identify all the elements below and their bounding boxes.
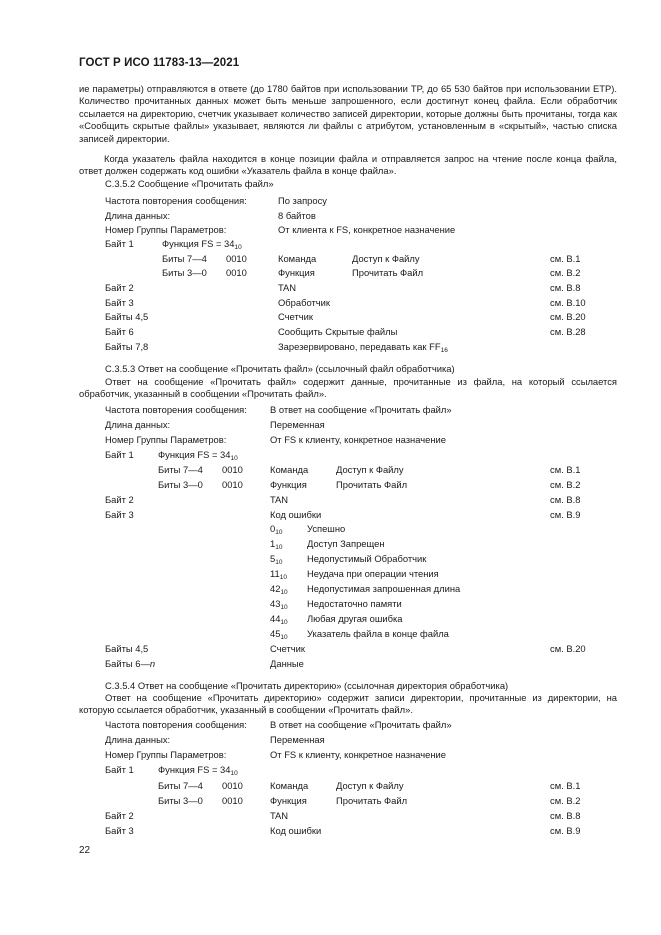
byte-value: Обработчик: [278, 297, 330, 308]
bits-label: Биты 7—4: [158, 780, 203, 791]
fs-function: Функция FS = $34_{10}$: [162, 238, 242, 251]
field-value: Прочитать Файл: [352, 267, 424, 278]
bits-value: 0010: [226, 253, 247, 264]
field-value: Прочитать Файл: [336, 479, 408, 490]
error-code: $44_{10}$: [270, 613, 288, 626]
reference: см. B.8: [550, 810, 581, 821]
error-code: $42_{10}$: [270, 583, 288, 596]
field-name: Команда: [278, 253, 317, 264]
byte-value: Счетчик: [278, 311, 313, 322]
reference: см. B.1: [550, 464, 581, 475]
error-description: Любая другая ошибка: [307, 613, 403, 624]
byte-label: Байт 2: [105, 494, 134, 505]
bits-value: 0010: [226, 267, 247, 278]
reference: см. B.9: [550, 509, 581, 520]
len-value: 8 байтов: [278, 210, 316, 221]
pg-label: Номер Группы Параметров:: [105, 224, 227, 235]
fs-function: Функция FS = $34_{10}$: [158, 449, 238, 462]
bits-label: Биты 3—0: [162, 267, 207, 278]
byte-value: Счетчик: [270, 643, 305, 654]
field-value: Доступ к Файлу: [336, 464, 404, 475]
byte-value: Зарезервировано, передавать как $FF_{16}$: [278, 341, 448, 354]
len-value: Переменная: [270, 734, 325, 745]
rep-label: Частота повторения сообщения:: [105, 719, 247, 730]
error-description: Доступ Запрещен: [307, 538, 385, 549]
field-name: Функция: [278, 267, 315, 278]
field-name: Функция: [270, 795, 307, 806]
section-paragraph: Ответ на сообщение «Прочитать файл» содержит данные, прочитанные из файла, на который ссылается обработчик, указанный в сообщении «Прочитать файл».: [79, 376, 617, 400]
reference: см. B.2: [550, 479, 581, 490]
bits-label: Биты 3—0: [158, 479, 203, 490]
bits-value: 0010: [222, 479, 243, 490]
rep-value: В ответ на сообщение «Прочитать файл»: [270, 404, 452, 415]
rep-value: В ответ на сообщение «Прочитать файл»: [270, 719, 452, 730]
field-name: Функция: [270, 479, 307, 490]
section-heading-353: С.3.5.3 Ответ на сообщение «Прочитать файл» (ссылочный файл обработчика): [105, 363, 455, 374]
section-heading-352: С.3.5.2 Сообщение «Прочитать файл»: [105, 178, 274, 189]
reference: см. B.1: [550, 780, 581, 791]
len-value: Переменная: [270, 419, 325, 430]
reference: см. B.20: [550, 311, 586, 322]
field-value: Доступ к Файлу: [336, 780, 404, 791]
section-paragraph: Ответ на сообщение «Прочитать директорию» содержит записи директории, прочитанные из директории, на которую ссылается обработчик, указанный в сообщении «Прочитать файл».: [79, 692, 617, 716]
error-description: Неудача при операции чтения: [307, 568, 439, 579]
byte-label: Байты 4,5: [105, 643, 149, 654]
section-heading-354: С.3.5.4 Ответ на сообщение «Прочитать директорию» (ссылочная директория обработчика): [105, 680, 509, 691]
bits-value: 0010: [222, 795, 243, 806]
intro-paragraph-2: Когда указатель файла находится в конце позиции файла и отправляется запрос на чтение после конца файла, ответ должен содержать код ошибки «Указатель файла в конце файла».: [79, 153, 617, 177]
error-code: $0_{10}$: [270, 523, 283, 536]
reference: см. B.20: [550, 643, 586, 654]
field-value: Доступ к Файлу: [352, 253, 420, 264]
error-code: $5_{10}$: [270, 553, 283, 566]
error-code: $1_{10}$: [270, 538, 283, 551]
intro-paragraph: ие параметры) отправляются в ответе (до 1780 байтов при использовании TP, до 65 530 байтов при использовании ETP). Количество прочитанных данных может быть меньше запрошенного, если достигнут конец файла. Если обработчик ссылается на директорию, счетчик указывает количество записей директории, которые должны быть прочитаны, тогда как «Сообщить скрытые файлы» указывает, являются ли файлы с атрибутом, установленным в «скрытый», частью списка записей директории.: [79, 83, 617, 144]
rep-label: Частота повторения сообщения:: [105, 404, 247, 415]
bits-value: 0010: [222, 464, 243, 475]
byte-value: TAN: [270, 494, 289, 505]
fs-function: Функция FS = $34_{10}$: [158, 764, 238, 777]
reference: см. B.10: [550, 297, 586, 308]
field-name: Команда: [270, 780, 309, 791]
bits-value: 0010: [222, 780, 243, 791]
error-description: Недостаточно памяти: [307, 598, 402, 609]
error-description: Успешно: [307, 523, 346, 534]
pg-value: От FS к клиенту, конкретное назначение: [270, 434, 446, 445]
byte-value: Код ошибки: [270, 825, 322, 836]
error-description: Недопустимая запрошенная длина: [307, 583, 461, 594]
document-header: ГОСТ Р ИСО 11783-13—2021: [79, 57, 240, 69]
reference: см. B.1: [550, 253, 581, 264]
field-value: Прочитать Файл: [336, 795, 408, 806]
pg-value: От клиента к FS, конкретное назначение: [278, 224, 456, 235]
byte-label: Байт 1: [105, 764, 134, 775]
byte-value: Данные: [270, 658, 304, 669]
byte-label: Байт 1: [105, 449, 134, 460]
byte-label: Байт 3: [105, 825, 134, 836]
bits-label: Биты 7—4: [162, 253, 207, 264]
len-label: Длина данных:: [105, 734, 171, 745]
rep-label: Частота повторения сообщения:: [105, 195, 247, 206]
byte-label: Байт 3: [105, 297, 134, 308]
pg-label: Номер Группы Параметров:: [105, 749, 227, 760]
error-code: $45_{10}$: [270, 628, 288, 641]
reference: см. B.9: [550, 825, 581, 836]
reference: см. B.28: [550, 326, 586, 337]
error-description: Указатель файла в конце файла: [307, 628, 449, 639]
error-description: Недопустимый Обработчик: [307, 553, 427, 564]
bits-label: Биты 3—0: [158, 795, 203, 806]
byte-label: Байт 2: [105, 282, 134, 293]
byte-value: Сообщить Скрытые файлы: [278, 326, 398, 337]
len-label: Длина данных:: [105, 210, 171, 221]
byte-value: TAN: [270, 810, 289, 821]
field-name: Команда: [270, 464, 309, 475]
error-code: $11_{10}$: [270, 568, 287, 581]
page-number: 22: [79, 845, 91, 856]
byte-value: TAN: [278, 282, 297, 293]
reference: см. B.8: [550, 494, 581, 505]
len-label: Длина данных:: [105, 419, 171, 430]
byte-label: Байт 3: [105, 509, 134, 520]
reference: см. B.2: [550, 795, 581, 806]
error-code: $43_{10}$: [270, 598, 288, 611]
rep-value: По запросу: [278, 195, 327, 206]
byte-value: Код ошибки: [270, 509, 322, 520]
byte-label: Байт 2: [105, 810, 134, 821]
byte-label: Байт 1: [105, 238, 134, 249]
bits-label: Биты 7—4: [158, 464, 203, 475]
pg-value: От FS к клиенту, конкретное назначение: [270, 749, 446, 760]
byte-label: Байты 7,8: [105, 341, 149, 352]
reference: см. B.2: [550, 267, 581, 278]
reference: см. B.8: [550, 282, 581, 293]
byte-label: Байты 4,5: [105, 311, 149, 322]
pg-label: Номер Группы Параметров:: [105, 434, 227, 445]
byte-label: Байты 6—n: [105, 658, 156, 669]
byte-label: Байт 6: [105, 326, 134, 337]
